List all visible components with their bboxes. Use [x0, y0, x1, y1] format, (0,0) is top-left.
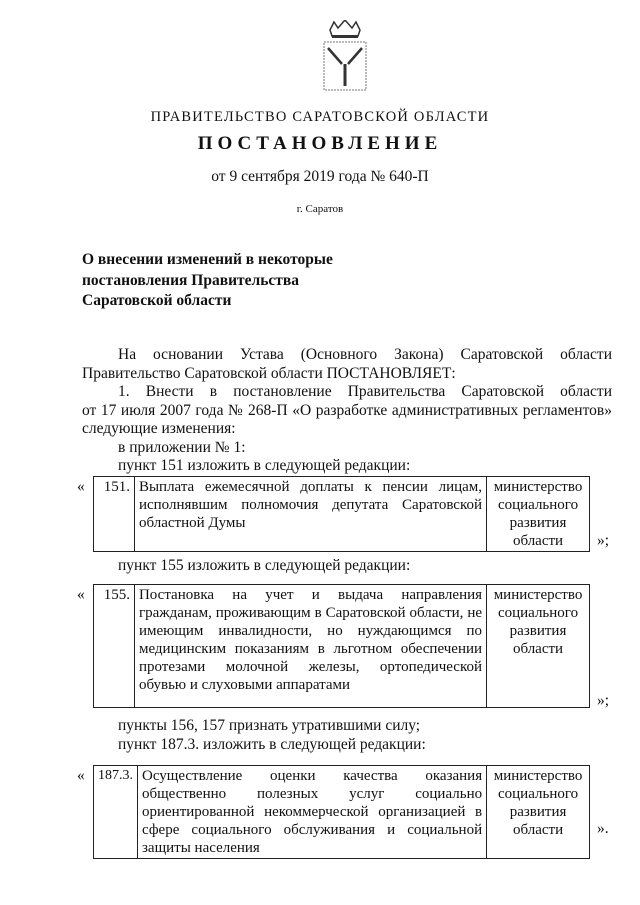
paragraph-line: следующие изменения: — [82, 420, 236, 437]
open-quote: « — [77, 767, 85, 784]
item-number: 151. — [94, 477, 135, 552]
responsible-ministry: министерство социального развития области — [487, 477, 590, 552]
body-paragraphs — [82, 346, 612, 476]
table-row — [94, 585, 590, 708]
responsible-ministry: министерство социального развития области — [487, 585, 590, 708]
responsible-ministry: министерство социального развития области — [487, 766, 590, 859]
close-quote: »; — [597, 532, 610, 549]
title-line: Саратовской области — [82, 292, 232, 309]
service-table-155 — [93, 584, 590, 708]
paragraph-line: пункты 156, 157 признать утратившими силу; — [118, 717, 421, 734]
open-quote: « — [77, 586, 85, 603]
government-name: ПРАВИТЕЛЬСТВО САРАТОВСКОЙ ОБЛАСТИ — [150, 109, 490, 125]
document-date-number: от 9 сентября 2019 года № 640-П — [211, 168, 429, 185]
paragraph-line: от 17 июля 2007 года № 268-П «О разработке административных регламентов» — [82, 401, 612, 419]
service-description: Осуществление оценки качества оказания общественно полезных услуг социально ориентированной некоммерческой организацией в сфере социального обслуживания и социальной защиты населения — [138, 766, 487, 859]
open-quote: « — [77, 478, 85, 495]
service-table-151 — [93, 476, 590, 552]
paragraph-line: в приложении № 1: — [118, 438, 246, 456]
table-row — [94, 766, 590, 859]
service-description: Постановка на учет и выдача направления гражданам, проживающим в Саратовской области, не имеющим инвалидности, но нуждающимся по медицинским показаниям в льготном обеспечении протезами молочной железы, ортопедической обувью и слуховыми аппаратами — [134, 585, 486, 708]
service-table-187-3 — [93, 765, 590, 859]
document-city: г. Саратов — [296, 203, 344, 215]
paragraph-line: пункт 155 изложить в следующей редакции: — [118, 557, 411, 574]
paragraph-line: Правительство Саратовской области ПОСТАНОВЛЯЕТ: — [82, 364, 456, 382]
service-description: Выплата ежемесячной доплаты к пенсии лицам, исполнявшим полномочия депутата Саратовской областной Думы — [134, 477, 486, 552]
close-quote: »; — [597, 692, 610, 709]
title-line: О внесении изменений в некоторые — [82, 251, 333, 268]
paragraph-line: 1. Внести в постановление Правительства Саратовской области — [118, 383, 612, 400]
item-number: 155. — [94, 585, 135, 708]
close-quote: ». — [597, 820, 609, 837]
paragraph-line: пункт 187.3. изложить в следующей редакции: — [118, 736, 426, 753]
document-type: ПОСТАНОВЛЕНИЕ — [197, 133, 443, 154]
paragraph-line: пункт 151 изложить в следующей редакции: — [118, 457, 411, 474]
table-row — [94, 477, 590, 552]
title-line: постановления Правительства — [82, 271, 299, 289]
document-title — [82, 250, 333, 312]
coat-of-arms-emblem — [322, 20, 368, 96]
paragraph-line: На основании Устава (Основного Закона) Саратовской области — [118, 346, 612, 363]
item-number: 187.3. — [94, 766, 138, 859]
